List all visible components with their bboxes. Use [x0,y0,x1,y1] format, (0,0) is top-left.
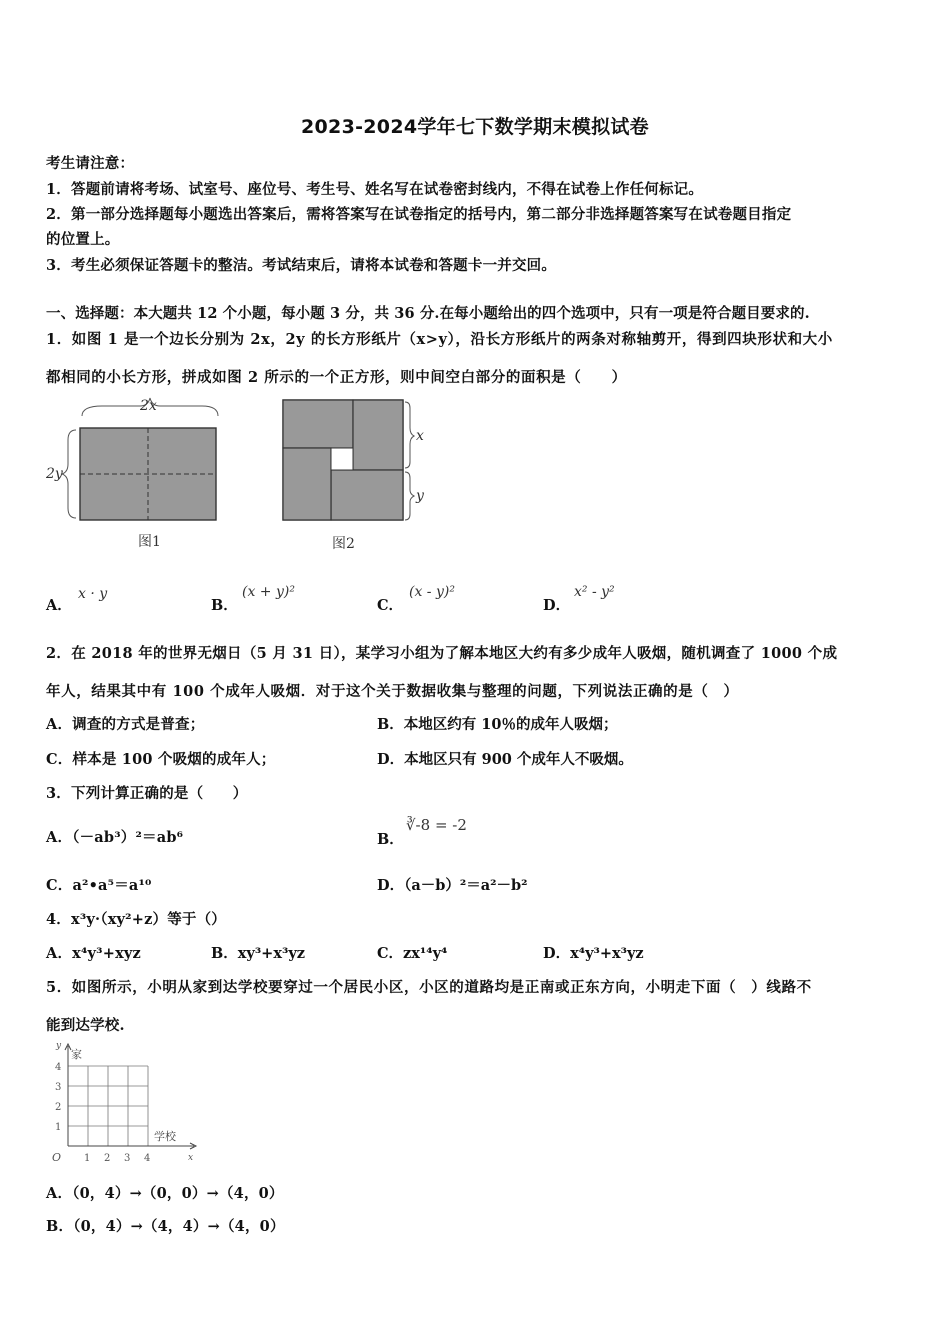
graph-x-tick: 2 [104,1153,111,1164]
q1-stem-line1: 1．如图 1 是一个边长分别为 2x，2y 的长方形纸片（x>y），沿长方形纸片的两条对称轴剪开，得到四块形状和大小 [46,331,833,348]
q4-option-d: D．x⁴y³+x³yz [543,945,644,962]
q2-option-b: B．本地区约有 10％的成年人吸烟； [377,716,618,733]
q5-stem-line2: 能到达学校. [46,1017,125,1034]
q1-figures [44,394,444,562]
q5-grid-graph [44,1040,204,1168]
q3-option-a: A．（－ab³）²＝ab⁶ [46,829,184,846]
q3-option-d: D．（a－b）²＝a²－b² [377,877,528,894]
fig2-caption: 图2 [332,536,355,552]
graph-x-tick: 1 [84,1153,91,1164]
q1-option-c-math: (x - y)² [409,584,455,600]
q2-option-c: C．样本是 100 个吸烟的成年人； [46,751,276,768]
q3-option-b-math: ∛-8 = -2 [406,816,467,834]
notice-item-2-cont: 的位置上。 [46,231,120,248]
graph-origin: O [52,1151,62,1164]
q5-option-b: B．（0，4）→（4，4）→（4，0） [46,1218,285,1235]
q1-option-b-math: (x + y)² [242,584,295,600]
q1-option-d-math: x² - y² [574,584,615,600]
notice-item-1: 1．答题前请将考场、试室号、座位号、考生号、姓名写在试卷密封线内，不得在试卷上作任何标记。 [46,181,704,198]
q5-stem-line1: 5．如图所示，小明从家到达学校要穿过一个居民小区，小区的道路均是正南或正东方向，小明走下面（ ）线路不 [46,979,812,996]
fig1-top-label: 2x [140,398,157,414]
graph-y-tick: 4 [55,1062,62,1073]
page-title: 2023-2024学年七下数学期末模拟试卷 [301,116,649,138]
fig2-label-x: x [416,428,424,444]
q4-stem: 4．x³y·（xy²+z）等于（） [46,911,227,928]
q1-option-a-label: A． [46,597,72,614]
graph-x-tick: 4 [144,1153,151,1164]
q2-stem-line1: 2．在 2018 年的世界无烟日（5 月 31 日），某学习小组为了解本地区大约有多少成年人吸烟，随机调查了 1000 个成 [46,645,838,662]
graph-school-label: 学校 [154,1130,176,1143]
figure-2-square [283,400,425,552]
section-heading: 一、选择题：本大题共 12 个小题，每小题 3 分，共 36 分.在每小题给出的四个选项中，只有一项是符合题目要求的. [46,305,810,322]
q3-stem: 3．下列计算正确的是（ ） [46,785,248,802]
graph-home-label: 家 [71,1048,82,1061]
fig1-side-label: 2y [46,466,63,482]
graph-y-tick: 2 [55,1102,62,1113]
fig1-caption: 图1 [138,534,161,550]
q2-stem-line2: 年人，结果其中有 100 个成年人吸烟．对于这个关于数据收集与整理的问题，下列说法正确的是（ ） [46,683,739,700]
graph-axis-x: x [188,1153,194,1163]
q4-option-a: A．x⁴y³+xyz [46,945,141,962]
q3-option-b-label: B． [377,831,404,848]
notice-heading: 考生请注意： [46,155,135,172]
q1-stem-line2: 都相同的小长方形，拼成如图 2 所示的一个正方形，则中间空白部分的面积是（ ） [46,369,627,386]
q1-option-b-label: B． [211,597,238,614]
q1-option-a-math: x · y [78,586,108,602]
q5-option-a: A．（0，4）→（0，0）→（4，0） [46,1185,284,1202]
q2-option-a: A．调查的方式是普查； [46,716,205,733]
q4-option-b: B．xy³+x³yz [211,945,305,962]
q4-option-c: C．zx¹⁴y⁴ [377,945,448,962]
graph-y-tick: 3 [55,1082,62,1093]
graph-axis-y: y [56,1041,62,1051]
graph-x-tick: 3 [124,1153,131,1164]
q3-option-c: C．a²•a⁵＝a¹⁰ [46,877,152,894]
q1-option-c-label: C． [377,597,404,614]
notice-item-2: 2．第一部分选择题每小题选出答案后，需将答案写在试卷指定的括号内，第二部分非选择题答案写在试卷题目指定 [46,206,792,223]
fig2-label-y: y [416,488,424,504]
q2-option-d: D．本地区只有 900 个成年人不吸烟。 [377,751,633,768]
notice-item-3: 3．考生必须保证答题卡的整洁。考试结束后，请将本试卷和答题卡一并交回。 [46,257,557,274]
q1-option-d-label: D． [543,597,571,614]
graph-y-tick: 1 [55,1122,62,1133]
figure-1-rectangle [45,398,218,550]
